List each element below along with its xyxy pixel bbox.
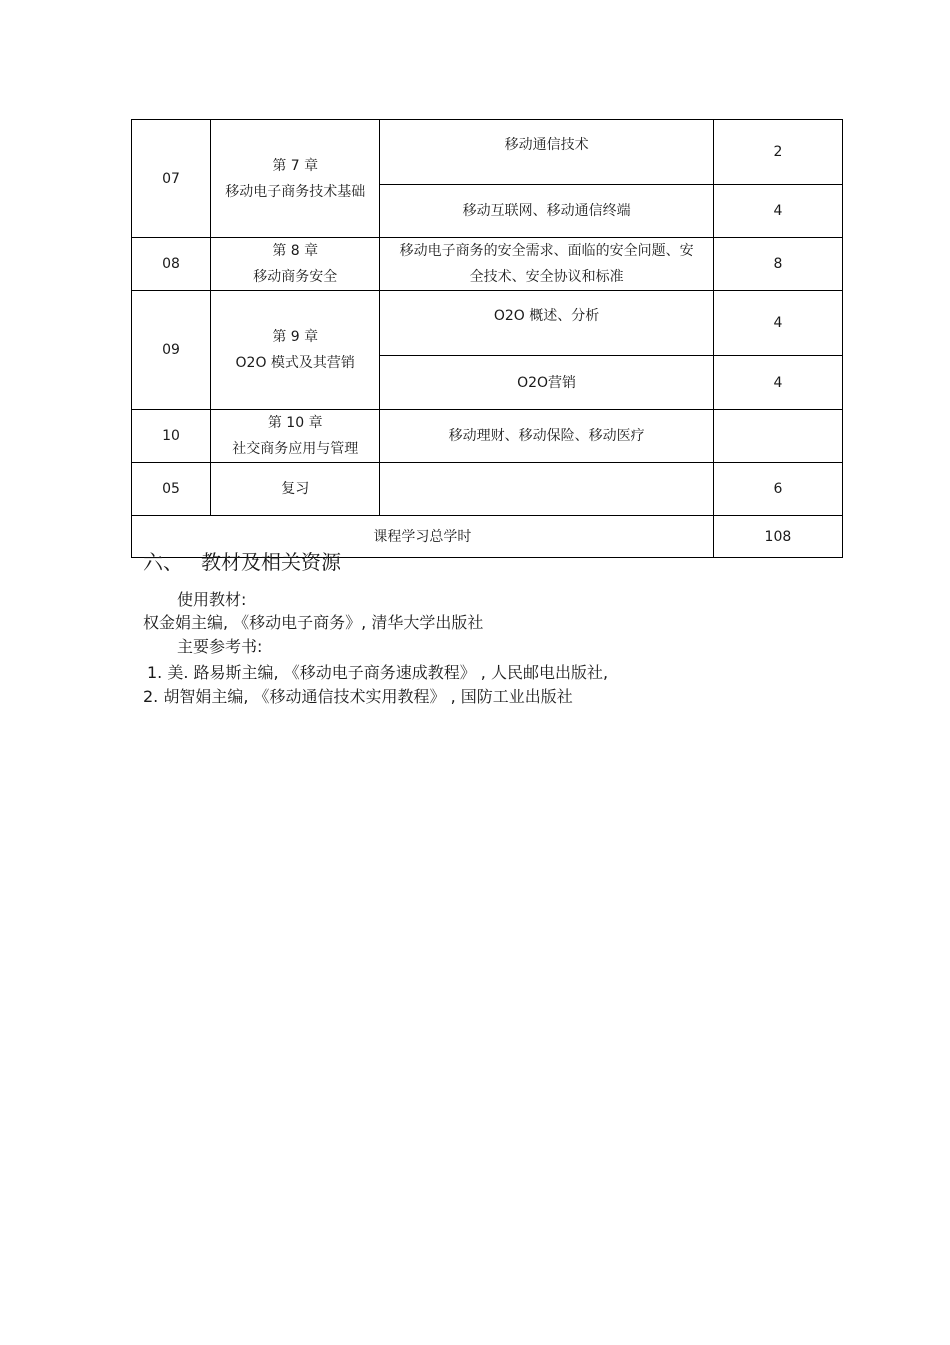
week-number: 09 (132, 291, 211, 410)
topic-cell: 移动理财、移动保险、移动医疗 (380, 410, 713, 463)
chapter-title: 复习 (211, 463, 380, 516)
topic-cell: O2O营销 (380, 356, 713, 410)
topic-cell: 移动电子商务的安全需求、面临的安全问题、安全技术、安全协议和标准 (380, 238, 713, 291)
topic-cell: 移动互联网、移动通信终端 (380, 185, 713, 238)
chapter-cell (211, 291, 380, 410)
week-number: 10 (132, 410, 211, 463)
hours-cell: 2 (713, 120, 842, 185)
schedule-table (131, 119, 843, 558)
table-row (132, 291, 843, 356)
textbook-entry: 权金娟主编, 《移动电子商务》, 清华大学出版社 (143, 613, 484, 632)
hours-cell: 4 (713, 291, 842, 356)
table-row (132, 463, 843, 516)
reference-item: 2. 胡智娟主编, 《移动通信技术实用教程》 , 国防工业出版社 (143, 687, 573, 706)
hours-cell: 4 (713, 185, 842, 238)
topic-cell: O2O 概述、分析 (380, 291, 713, 356)
chapter-title: 社交商务应用与管理 (232, 441, 359, 457)
table-row (132, 410, 843, 463)
hours-cell: 6 (713, 463, 842, 516)
table-row (132, 120, 843, 185)
week-number: 05 (132, 463, 211, 516)
topic-cell: 移动通信技术 (380, 120, 713, 185)
section-heading (143, 547, 341, 577)
chapter-title: 移动电子商务技术基础 (225, 183, 366, 200)
chapter-cell (211, 238, 380, 291)
chapter-number: 第 10 章 (267, 415, 323, 431)
topic-cell (380, 463, 713, 516)
chapter-cell (211, 120, 380, 238)
week-number: 08 (132, 238, 211, 291)
chapter-title: 移动商务安全 (253, 269, 338, 285)
chapter-title: O2O 模式及其营销 (235, 355, 355, 371)
chapter-number: 第 8 章 (272, 243, 319, 259)
hours-cell: 4 (713, 356, 842, 410)
section-number: 六、 (143, 550, 183, 574)
reference-item: 1. 美. 路易斯主编, 《移动电子商务速成教程》 , 人民邮电出版社, (147, 663, 609, 682)
section-title: 教材及相关资源 (201, 550, 341, 574)
week-number: 07 (132, 120, 211, 238)
chapter-cell (211, 410, 380, 463)
total-label: 课程学习总学时 (132, 516, 714, 558)
total-hours: 108 (713, 516, 842, 558)
hours-cell: 8 (713, 238, 842, 291)
chapter-number: 第 9 章 (272, 329, 319, 345)
hours-cell (713, 410, 842, 463)
table-row (132, 238, 843, 291)
references-label: 主要参考书: (177, 637, 263, 656)
textbook-label: 使用教材: (177, 590, 247, 609)
chapter-number: 第 7 章 (272, 157, 319, 174)
